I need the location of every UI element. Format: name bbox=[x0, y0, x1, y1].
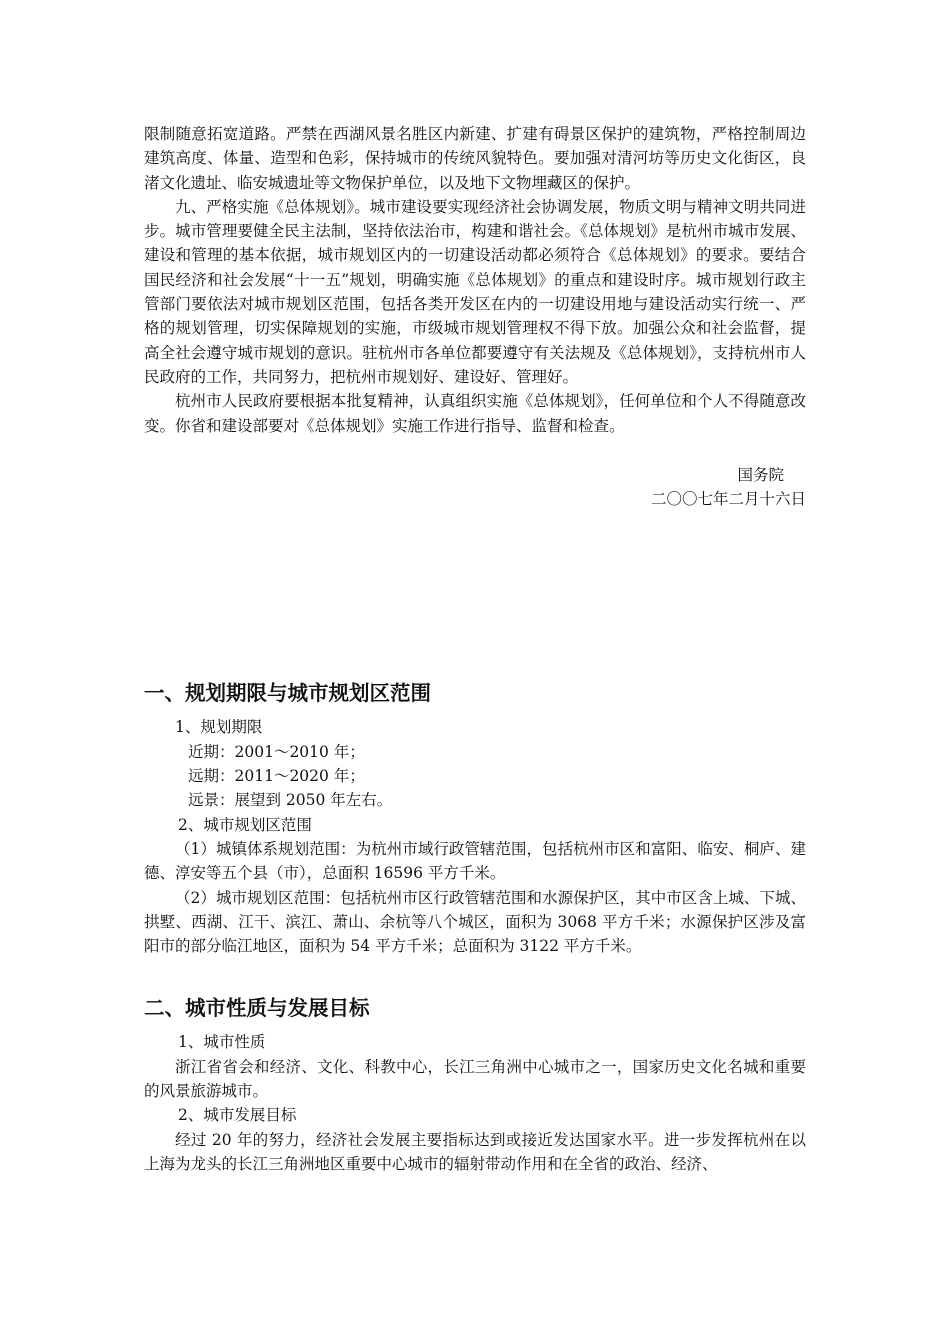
paragraph-article-nine: 九、严格实施《总体规划》。城市建设要实现经济社会协调发展，物质文明与精神文明共同进步。城市管理要健全民主法制，坚持依法治市，构建和谐社会。《总体规划》是杭州市城市发展、建设和管理的基本依据，城市规划区内的一切建设活动都必须符合《总体规划》的要求。要结合国民经济和社会发展“十一五”规划，明确实施《总体规划》的重点和建设时序。城市规划行政主管部门要依法对城市规划区范围，包括各类开发区在内的一切建设用地与建设活动实行统一、严格的规划管理，切实保障规划的实施，市级城市规划管理权不得下放。加强公众和社会监督，提高全社会遵守城市规划的意识。驻杭州市各单位都要遵守有关法规及《总体规划》，支持杭州市人民政府的工作，共同努力，把杭州市规划好、建设好、管理好。 bbox=[144, 197, 806, 386]
period-vision: 远景：展望到 2050 年左右。 bbox=[188, 791, 393, 810]
subheading-city-nature: 1、城市性质 bbox=[178, 1033, 266, 1052]
subheading-planning-period: 1、规划期限 bbox=[175, 718, 263, 737]
paragraph-implementation: 杭州市人民政府要根据本批复精神，认真组织实施《总体规划》，任何单位和个人不得随意改变。你省和建设部要对《总体规划》实施工作进行指导、监督和检查。 bbox=[144, 392, 806, 435]
signature-date: 二〇〇七年二月十六日 bbox=[650, 490, 806, 509]
section-heading-city-nature: 二、城市性质与发展目标 bbox=[144, 996, 370, 1021]
city-nature-text: 浙江省省会和经济、文化、科教中心，长江三角洲中心城市之一，国家历史文化名城和重要的风景旅游城市。 bbox=[144, 1057, 806, 1101]
subheading-development-goal: 2、城市发展目标 bbox=[178, 1106, 297, 1125]
document-page bbox=[144, 122, 806, 1176]
paragraph-heritage-protection: 限制随意拓宽道路。严禁在西湖风景名胜区内新建、扩建有碍景区保护的建筑物，严格控制周边建筑高度、体量、造型和色彩，保持城市的传统风貌特色。要加强对清河坊等历史文化街区，良渚文化遗址、临安城遗址等文物保护单位，以及地下文物埋藏区的保护。 bbox=[144, 125, 806, 192]
period-near-term: 近期：2001～2010 年； bbox=[188, 742, 365, 761]
section-heading-planning-period: 一、规划期限与城市规划区范围 bbox=[144, 681, 431, 706]
subheading-planning-area: 2、城市规划区范围 bbox=[178, 815, 312, 834]
development-goal-text: 经过 20 年的努力，经济社会发展主要指标达到或接近发达国家水平。进一步发挥杭州在以上海为龙头的长江三角洲地区重要中心城市的辐射带动作用和在全省的政治、经济、 bbox=[144, 1130, 806, 1173]
scope-planning-area: （2）城市规划区范围：包括杭州市区行政管辖范围和水源保护区，其中市区含上城、下城、拱墅、西湖、江干、滨江、萧山、余杭等八个城区，面积为 3068 平方千米；水源保护区涉及富阳市的部分临江地区，面积为 54 平方千米；总面积为 3122 平方千米。 bbox=[144, 888, 806, 956]
period-long-term: 远期：2011～2020 年； bbox=[188, 767, 365, 786]
scope-town-system: （1）城镇体系规划范围：为杭州市域行政管辖范围，包括杭州市区和富阳、临安、桐庐、建德、淳安等五个县（市），总面积 16596 平方千米。 bbox=[144, 839, 806, 883]
signature-org: 国务院 bbox=[737, 465, 784, 484]
signature-block bbox=[144, 463, 806, 512]
